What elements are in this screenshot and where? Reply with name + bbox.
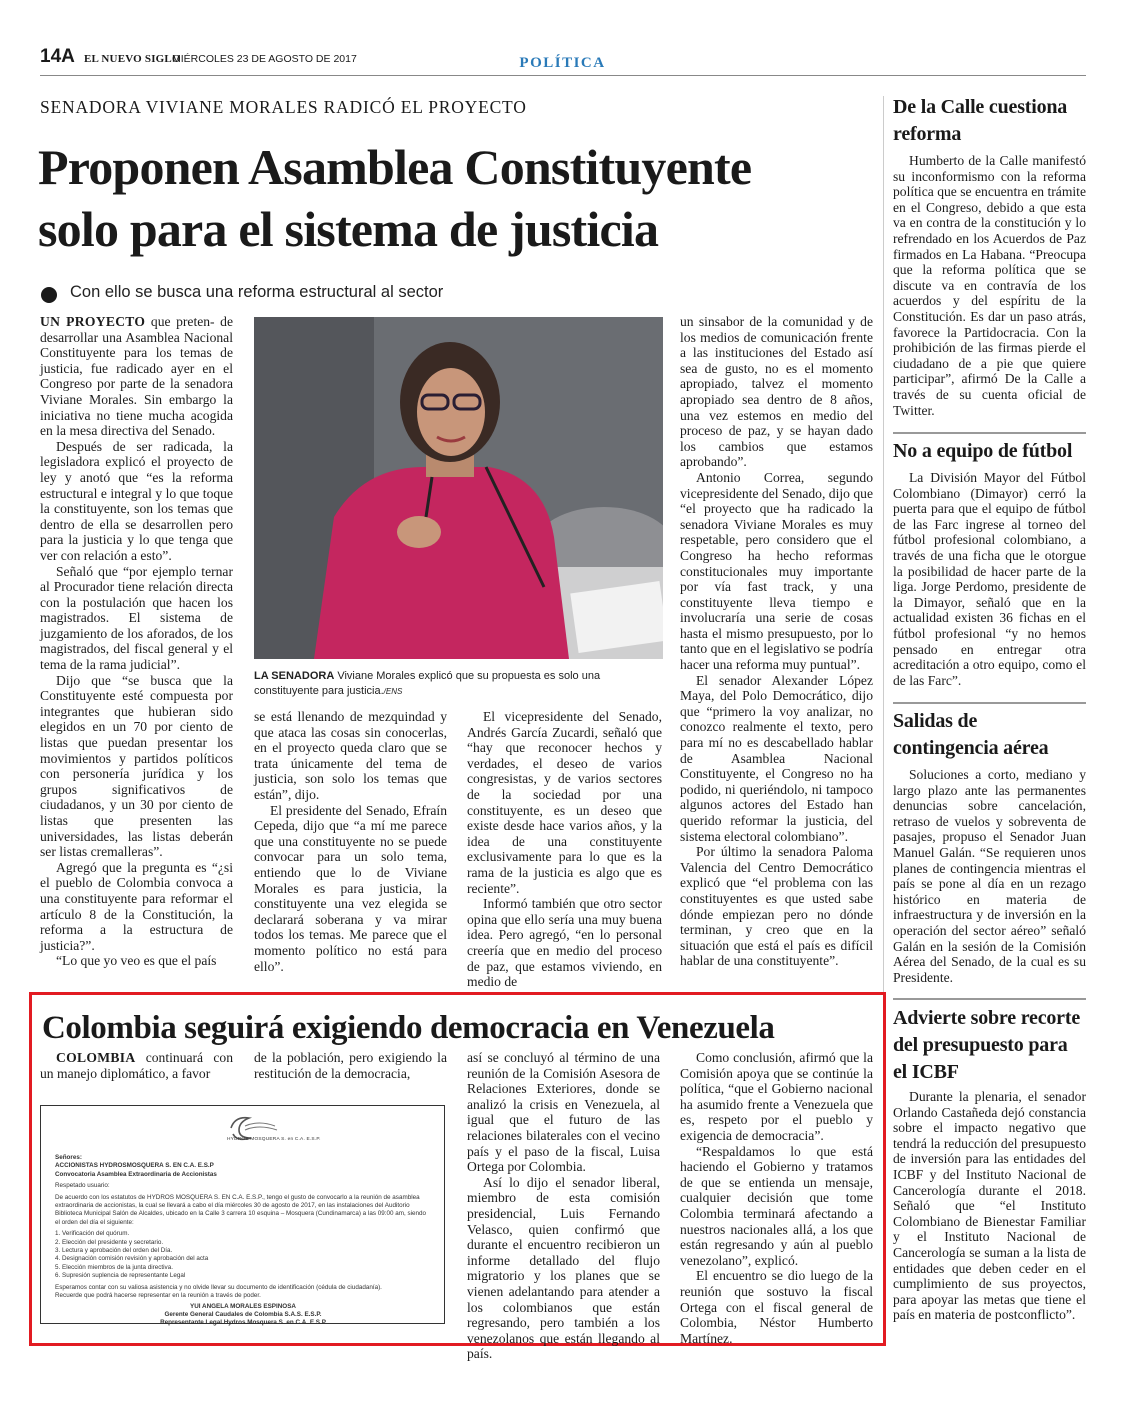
photo-illustration [254, 317, 663, 659]
agenda-item: 1. Verificación del quórum. [55, 1230, 130, 1238]
headline-line-2: solo para el sistema de justicia [38, 201, 659, 257]
senator-photo [254, 317, 663, 659]
notice-salutation: Señores: [55, 1154, 82, 1161]
paragraph: un sinsabor de la comunidad y de los medios de comunicación frente a las instituciones del Estado así sea de gusto, no es el momento apropiado, talvez el momento apropiado sea dentro de 8 años, una vez estemos en medio del proceso de paz, y se hayan dado los cambios que estamos aprobando”. [680, 314, 873, 470]
paragraph: El vicepresidente del Senado, Andrés García Zucardi, señaló que “hay que reconocer hechos y verdades, el deseo de varios congresistas, y de varios sectores de la sociedad por una constituyente, es un deseo que existe desde hace varios años, y la idea de una constituyente exclusivamente para lo que es la rama de la justicia es algo que es reciente”. [467, 709, 662, 896]
signer-name: YUI ANGELA MORALES ESPINOSA [190, 1302, 296, 1310]
notice-greeting: Respetado usuario: [55, 1182, 110, 1190]
paragraph-text: continuará con un manejo diplomático, a favor [40, 1050, 233, 1081]
section-title: POLÍTICA [519, 55, 606, 71]
side-brief-2-text [893, 470, 1086, 688]
paragraph: El encuentro se dio luego de la reunión que sostuvo la fiscal Ortega con el fiscal general de Colombia, Néstor Humberto Martínez. [680, 1268, 873, 1346]
boxed-headline: Colombia seguirá exigiendo democracia en Venezuela [42, 1010, 775, 1046]
side-brief-4-text [893, 1089, 1086, 1323]
article-column-2 [254, 709, 447, 974]
paragraph: Así lo dijo el senador liberal, miembro de esta comisión presidencial, Luis Fernando Velasco, quien confirmó que durante el encuentro recibieron un informe detallado del flujo migratorio y los planes que se vienen adelantando para atender a los colombianos que están regresando, pero también a los venezolanos que están llegando al país. [467, 1174, 660, 1362]
signer-title: Representante Legal Hydros Mosquera S. en C.A. E.S.P [160, 1319, 326, 1327]
paragraph: Agregó que la pregunta es “¿si el pueblo de Colombia convoca a una constituyente para reformar el artículo 8 de la Constitución, la reforma a la estructura de justicia?”. [40, 859, 233, 953]
notice-closing: Recuerde que podrá hacerse representar en la reunión a través de poder. [55, 1292, 261, 1300]
article-kicker: SENADORA VIVIANE MORALES RADICÓ EL PROYECTO [40, 97, 527, 117]
notice-closing: Esperamos contar con su valiosa asistencia y no olvide llevar su documento de identificación (cédula de ciudadanía). [55, 1283, 382, 1291]
side-divider [893, 702, 1086, 704]
paragraph: se está llenando de mezquindad y que ataca las cosas sin conocerlas, en el proyecto queda claro que se trata únicamente del tema de justicia, son solo los temas que están”, dijo. [254, 709, 447, 802]
notice-lines [55, 1154, 431, 1328]
paragraph: Por último la senadora Paloma Valencia del Centro Democrático explicó que “el problema con las constituyentes es que usted sabe dónde empiezan pero no dónde terminan, y creo que en la situación que está el país es difícil hablar de una constituyente”. [680, 844, 873, 969]
side-divider [893, 998, 1086, 1000]
paragraph: Antonio Correa, segundo vicepresidente del Senado, dijo que “el proyecto que ha radicado la senadora Viviane Morales es muy respetable, pero considero que el Congreso ha hecho reformas constitucionales muy importante por vía fast track, y una constituyente lleva tiempo e involucraría una serie de cosas hasta el mismo presupuesto, por lo tanto que en el legislativo se podría hacer una reforma muy puntual”. [680, 469, 873, 673]
page-number: 14A [40, 46, 75, 67]
side-brief-2-title: No a equipo de fútbol [893, 440, 1073, 462]
paragraph: Humberto de la Calle manifestó su inconformismo con la reforma política que se encuentra en trámite en el Congreso, debido a que esta va en contra de la constitución y lo refrendado en los Acuerdos de Paz firmados en La Habana. “Preocupa que la reforma política que se discute va en contravía de los acuerdos y del espíritu de la Constitución. Es dar un paso atrás, favorece la Partidocracia. Con la prohibición de las firmas pierde el ciudadano de a pie que quiere participar”, afirmó De la Calle a través de su cuenta oficial de Twitter. [893, 153, 1086, 418]
lead-in: COLOMBIA [56, 1050, 136, 1065]
boxed-column-3 [467, 1050, 660, 1362]
caption-lead: LA SENADORA [254, 670, 335, 682]
boxed-column-1 [40, 1050, 233, 1081]
side-brief-1-title: De la Calle cuestiona reforma [893, 96, 1068, 145]
paragraph: La División Mayor del Fútbol Colombiano (Dimayor) cerró la puerta para que el equipo de fútbol de las Farc ingrese al torneo del fútbol profesional colombiano, a través de una ficha que le otorgue la posibilidad de hacer parte de la liga. Jorge Perdomo, presidente de la Dimayor, señaló que en la actualidad existen 36 fichas en el fútbol profesional “y no hemos pensado en entregar otra acreditación a otro equipo, como el de las Farc”. [893, 470, 1086, 688]
boxed-column-4 [680, 1050, 873, 1346]
notice-addressee: ACCIONISTAS HYDROSMOSQUERA S. EN C.A. E.S.P [55, 1162, 214, 1170]
lead-in: UN PROYECTO [40, 314, 146, 329]
paragraph [40, 314, 233, 439]
paragraph: El presidente del Senado, Efraín Cepeda, dijo que “a mí me parece que una constituyente no se puede convocar para un solo tema, entiendo que lo de Viviane Morales es para justicia, la constituyente una vez elegida se declarará soberana y va mirar todos los temas. Me parece que el momento político no está para ello”. [254, 802, 447, 974]
paragraph: Soluciones a corto, mediano y largo plazo ante las permanentes denuncias sobre cancelación, retraso de vuelos y sobreventa de pasajes, propuso el Senador Juan Manuel Galán. “Se requieren unos planes de contingencia mientras el país se pone al día en un rezago histórico en materia de infraestructura y de inversión en la operación del sector aéreo” señaló Galán en la sesión de la Comisión Aérea del Senado, de la cual es su Presidente. [893, 767, 1086, 985]
side-brief-4-title: Advierte sobre recorte del presupuesto para el ICBF [893, 1007, 1080, 1083]
signer-title: Gerente General Caudales de Colombia S.A.S. E.S.P. [164, 1310, 322, 1318]
paragraph: Después de ser radicada, la legisladora explicó el proyecto de ley y anotó que “es la reforma estructural e integral y lo que toque la constituyente, son los temas que dentro de ella se desarrollen pero para la justicia y lo que tenga que ver con relación a esto”. [40, 438, 233, 563]
paragraph: Señaló que “por ejemplo ternar al Procurador tiene relación directa con la postulación que hacen los magistrados. El sistema de juzgamiento de los aforados, de los magistrados, del fiscal general y el tema de la rama judicial”. [40, 563, 233, 673]
classified-notice [40, 1105, 445, 1327]
header-divider [40, 75, 1086, 76]
side-brief-3-title: Salidas de contingencia aérea [893, 710, 1049, 759]
boxed-column-2 [254, 1050, 447, 1081]
company-logo-text: HYDROS MOSQUERA S. en C.A. E.S.P. [227, 1137, 321, 1142]
newspaper-name: EL NUEVO SIGLO [84, 53, 181, 65]
photo-credit: /ENS [383, 687, 403, 696]
paragraph: “Respaldamos lo que está haciendo el Gobierno y tratamos de que se entienda un mensaje, cualquier decisión que tome Colombia terminará afectando a nuestros nacionales allá, a los que están regresando y aún al pueblo venezolano”, explicó. [680, 1143, 873, 1268]
agenda-item: 5. Elección miembros de la junta directiva. [55, 1263, 173, 1271]
bullet-icon [41, 287, 57, 303]
paragraph: así se concluyó al término de una reunión de la Comisión Asesora de Relaciones Exteriores, donde se analizó la crisis en Venezuela, al igual que el futuro de las relaciones bilaterales con el vecino país y el paso de la fiscal, Luisa Ortega por Colombia. [467, 1050, 660, 1175]
side-brief-3-text [893, 767, 1086, 985]
article-column-3 [467, 709, 662, 990]
paragraph: El senador Alexander López Maya, del Polo Democrático, dijo que “primero la voy analizar, no conozco realmente el texto, pero para mí no es descabellado hablar de Asamblea Nacional Constituyente, el Congreso no ha podido, ni queriéndolo, ni tampoco algunos actores del Estado han querido reformar la justicia, del sistema electoral colombiano”. [680, 672, 873, 844]
headline-line-1: Proponen Asamblea Constituyente [38, 139, 752, 195]
issue-date: MIÉRCOLES 23 DE AGOSTO DE 2017 [172, 53, 357, 65]
caption-text: Viviane Morales explicó que su propuesta es solo una constituyente para justicia. [254, 670, 601, 697]
paragraph-text: que preten- de desarrollar una Asamblea Nacional Constituyente para los temas de justicia, fue radicado ayer en el Congreso por parte de la senadora Viviane Morales. Sin embargo la iniciativa no tiene mucha acogida en la mesa directiva del Senado. [40, 314, 233, 439]
side-brief-1-text [893, 153, 1086, 418]
side-divider [893, 432, 1086, 434]
paragraph: Durante la plenaria, el senador Orlando Castañeda dejó constancia sobre el impacto negativo que tendrá la reducción del presupuesto de inversión para las entidades del ICBF y del Instituto Nacional de Cancerología durante el 2018. Señaló que “el Instituto Colombiano de Bienestar Familiar y el Instituto Nacional de Cancerología se suman a la lista de entidades que deben ceder en el cumplimiento de sus proyectos, para apoyar las metas que tiene el país en materia de postconflicto”. [893, 1089, 1086, 1323]
agenda-item: 4. Designación comisión revisión y aprobación del acta [55, 1255, 209, 1263]
notice-subject: Convocatoria Asamblea Extraordinaria de Accionistas [55, 1170, 217, 1178]
notice-paragraph: De acuerdo con los estatutos de HYDROS MOSQUERA S. EN C.A. E.S.P., tengo el gusto de convocarlo a la reunión de asamblea extraordinaria de accionistas, la cual se llevará a cabo el día miércoles 30 de agosto de 2017, en las instalaciones del Auditorio Biblioteca Municipal Salón de Alcaldes, ubicado en la Calle 3 carrera 10 esquina – Mosquera (Cundinamarca) a las 09:00 am, siendo el orden del día el siguiente: [55, 1193, 427, 1226]
paragraph [40, 1050, 233, 1081]
photo-caption [254, 669, 662, 699]
article-column-4 [680, 314, 873, 969]
paragraph: Como conclusión, afirmó que la Comisión apoya que se continúe la política, “que el Gobierno nacional ha asumido frente a Venezuela que es, respeto por el pueblo y exigencia de democracia”. [680, 1050, 873, 1143]
paragraph: Dijo que “se busca que la Constituyente esté compuesta por integrantes que hubieran sido elegidos en un 70 por ciento de listas que puedan presentar los movimientos y partidos políticos con personería jurídica y los grupos significativos de ciudadanos, y un 30 por ciento de listas que presenten las universidades, las listas deberán ser listas cremalleras”. [40, 672, 233, 860]
paragraph: de la población, pero exigiendo la restitución de la democracia, [254, 1050, 447, 1081]
paragraph: Informó también que otro sector opina que ello sería una muy buena idea. Pero agregó, “en lo personal creería que en medio del proceso de paz, que estamos viviendo, en medio de [467, 896, 662, 990]
article-column-1 [40, 314, 233, 969]
paragraph: “Lo que yo veo es que el país [56, 953, 217, 969]
article-headline [38, 136, 878, 260]
article-subhead: Con ello se busca una reforma estructural al sector [70, 283, 444, 301]
agenda-item: 2. Elección del presidente y secretario. [55, 1238, 164, 1246]
agenda-item: 3. Lectura y aprobación del orden del Día. [55, 1247, 173, 1255]
agenda-item: 6. Supresión suplencia de representante Legal [55, 1272, 186, 1280]
